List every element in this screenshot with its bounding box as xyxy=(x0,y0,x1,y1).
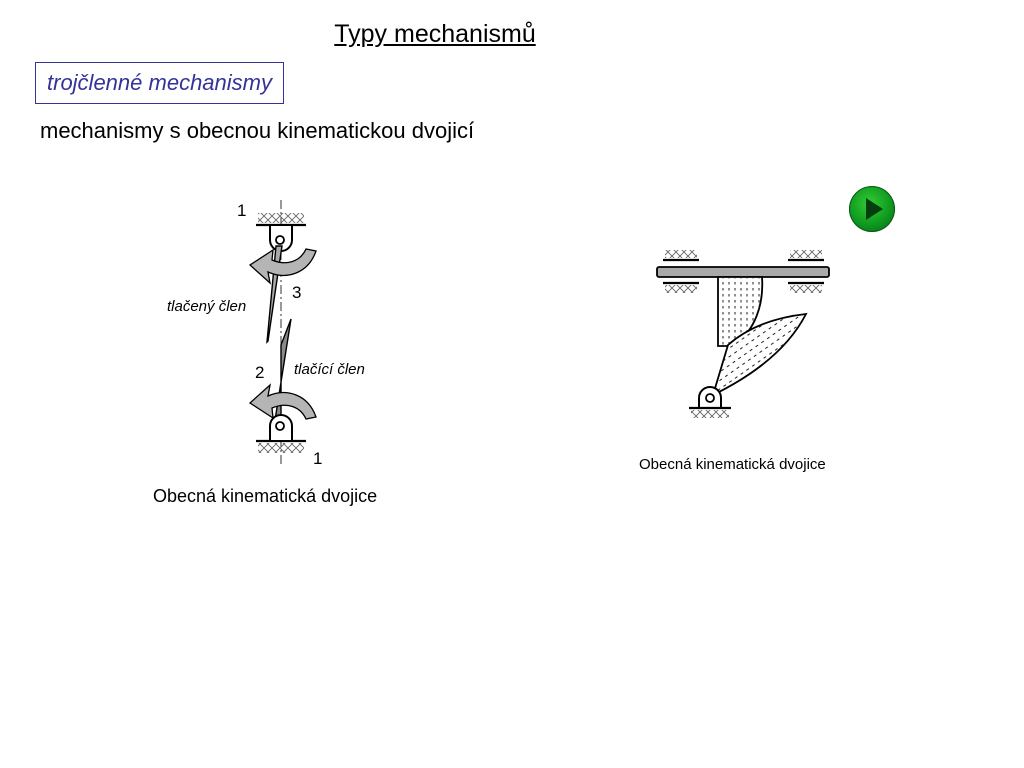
right-figure-caption: Obecná kinematická dvojice xyxy=(639,456,826,473)
right-mechanism xyxy=(657,250,829,418)
play-button[interactable] xyxy=(849,186,895,232)
play-icon xyxy=(849,186,895,232)
left-mechanism xyxy=(167,200,365,468)
left-figure-caption: Obecná kinematická dvojice xyxy=(153,486,378,506)
pivot-pin xyxy=(706,394,714,402)
label-frame-bottom: 1 xyxy=(313,449,323,468)
bottom-pin xyxy=(276,422,284,430)
slide-subtitle: mechanismy s obecnou kinematickou dvojicí xyxy=(40,118,475,143)
lower-rotation-arrow xyxy=(250,385,316,419)
label-member-3: 3 xyxy=(292,283,302,302)
section-label-text: trojčlenné mechanismy xyxy=(47,70,272,95)
upper-rotation-arrow xyxy=(250,249,316,283)
page-title: Typy mechanismů xyxy=(334,20,536,48)
bottom-ground-support xyxy=(256,415,306,453)
top-pin xyxy=(276,236,284,244)
label-frame-top: 1 xyxy=(237,201,247,220)
sliding-bar xyxy=(657,267,829,277)
label-pushed-member: tlačený člen xyxy=(167,298,247,315)
label-member-2: 2 xyxy=(255,363,265,382)
label-pushing-member: tlačící člen xyxy=(294,361,365,378)
